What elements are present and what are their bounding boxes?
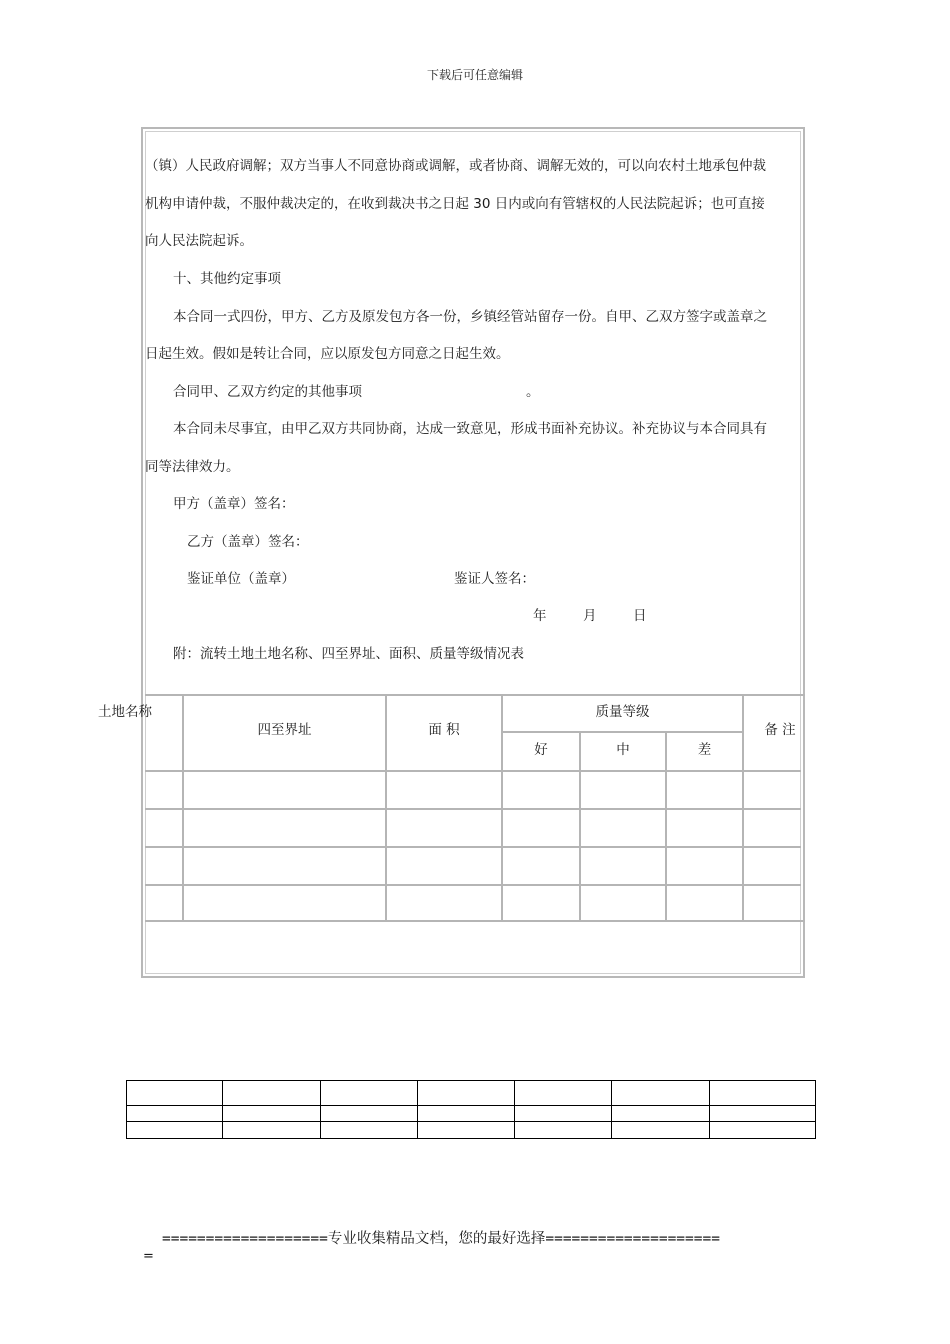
quality-poor: 差	[697, 742, 712, 758]
body-line-2: 机构申请仲裁，不服仲裁决定的，在收到裁决书之日起 30 日内或向有管辖权的人民法院起诉；也可直接	[145, 196, 765, 212]
quality-medium: 中	[616, 742, 630, 758]
bt-rule-bottom	[126, 1138, 816, 1139]
quality-good: 好	[534, 742, 548, 758]
col-rule-4	[579, 733, 581, 920]
bt-col-3	[417, 1080, 418, 1139]
bt-rule-2	[126, 1105, 816, 1106]
row-rule-4	[145, 884, 801, 886]
body-line-8: 本合同未尽事宜，由甲乙双方共同协商，达成一致意见，形成书面补充协议。补充协议与本合同具有	[173, 421, 767, 437]
bottom-table	[126, 1080, 816, 1139]
section-heading: 十、其他约定事项	[173, 271, 281, 287]
bt-col-5	[611, 1080, 612, 1139]
header-boundary: 四至界址	[257, 722, 312, 738]
date-day: 日	[633, 608, 647, 624]
attachment-caption: 附：流转土地土地名称、四至界址、面积、质量等级情况表	[173, 646, 524, 662]
date-month: 月	[583, 608, 597, 624]
footer-banner: ===================专业收集精品文档，您的最好选择====================	[162, 1231, 720, 1247]
footer-banner-wrap: =	[143, 1249, 154, 1264]
bt-rule-3	[126, 1121, 816, 1122]
verifier-signature: 鉴证人签名：	[454, 571, 535, 587]
bt-col-6	[709, 1080, 710, 1139]
party-b-signature: 乙方（盖章）签名：	[187, 534, 309, 550]
body-line-7: 合同甲、乙双方约定的其他事项	[173, 384, 362, 400]
header-remark: 备 注	[764, 722, 796, 738]
body-line-3: 向人民法院起诉。	[145, 233, 253, 249]
bt-col-4	[514, 1080, 515, 1139]
row-rule-1	[145, 770, 801, 772]
party-a-signature: 甲方（盖章）签名：	[173, 496, 295, 512]
page-header: 下载后可任意编辑	[426, 68, 523, 82]
body-line-5: 本合同一式四份，甲方、乙方及原发包方各一份，乡镇经管站留存一份。自甲、乙双方签字或盖章之	[173, 309, 767, 325]
body-line-6: 日起生效。假如是转让合同，应以原发包方同意之日起生效。	[145, 346, 510, 362]
table-top-rule	[145, 694, 805, 696]
row-rule-2	[145, 808, 801, 810]
header-land-name: 土地名称	[98, 704, 152, 720]
bt-col-7	[815, 1080, 816, 1139]
bt-col-1	[222, 1080, 223, 1139]
date-year: 年	[533, 608, 547, 624]
body-line-9: 同等法律效力。	[145, 459, 240, 475]
body-line-1: （镇）人民政府调解；双方当事人不同意协商或调解，或者协商、调解无效的，可以向农村土地承包仲裁	[145, 158, 766, 174]
bt-col-0	[126, 1080, 127, 1139]
verification-unit: 鉴证单位（盖章）	[187, 571, 295, 587]
bt-col-2	[320, 1080, 321, 1139]
row-rule-5	[145, 920, 805, 922]
col-rule-3	[501, 696, 503, 920]
header-area: 面 积	[428, 722, 460, 738]
col-rule-5	[665, 733, 667, 920]
bt-rule-top	[126, 1080, 816, 1081]
quality-sub-rule	[502, 731, 742, 733]
body-line-7-end: 。	[526, 384, 540, 400]
header-quality: 质量等级	[595, 704, 650, 720]
row-rule-3	[145, 846, 801, 848]
